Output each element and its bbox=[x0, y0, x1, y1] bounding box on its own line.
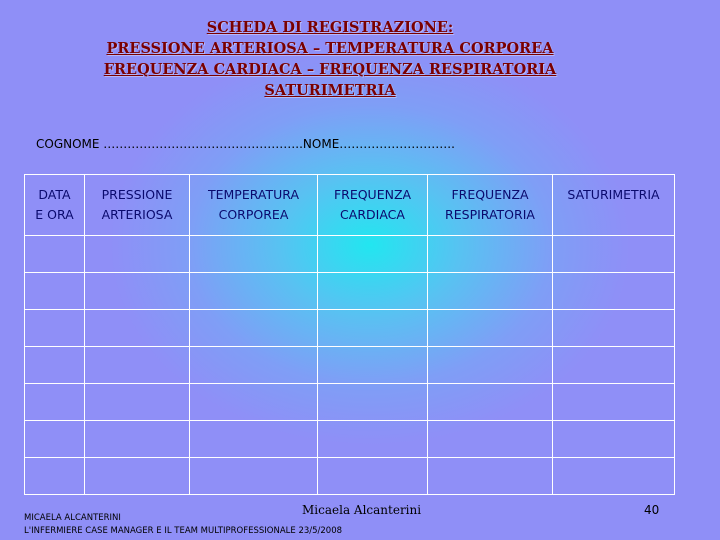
name-fields-line: COGNOME …………………………………………..NOME……………………….. bbox=[36, 137, 455, 151]
table-cell[interactable] bbox=[428, 384, 553, 421]
header-temperatura: TEMPERATURA CORPOREA bbox=[190, 175, 318, 236]
header-saturimetria: SATURIMETRIA bbox=[553, 175, 675, 236]
title-line-4: SATURIMETRIA bbox=[264, 82, 396, 99]
table-row bbox=[25, 310, 675, 347]
footer-center-author: Micaela Alcanterini bbox=[302, 503, 422, 517]
table-header-row bbox=[25, 175, 675, 236]
table-cell[interactable] bbox=[85, 273, 190, 310]
table-cell[interactable] bbox=[190, 310, 318, 347]
footer-author: MICAELA ALCANTERINI bbox=[24, 513, 121, 523]
table-cell[interactable] bbox=[190, 421, 318, 458]
table-cell[interactable] bbox=[190, 384, 318, 421]
page-title bbox=[0, 17, 660, 101]
table-cell[interactable] bbox=[553, 458, 675, 495]
table-cell[interactable] bbox=[318, 236, 428, 273]
table-cell[interactable] bbox=[190, 236, 318, 273]
table-cell[interactable] bbox=[85, 458, 190, 495]
footer-course: L'INFERMIERE CASE MANAGER E IL TEAM MULTIPROFESSIONALE 23/5/2008 bbox=[24, 526, 343, 536]
registration-table bbox=[24, 174, 675, 495]
header-frequenza-cardiaca: FREQUENZA CARDIACA bbox=[318, 175, 428, 236]
table-cell[interactable] bbox=[318, 384, 428, 421]
table-cell[interactable] bbox=[25, 458, 85, 495]
table-cell[interactable] bbox=[318, 310, 428, 347]
table-cell[interactable] bbox=[553, 310, 675, 347]
table-cell[interactable] bbox=[553, 273, 675, 310]
table-cell[interactable] bbox=[85, 310, 190, 347]
table-cell[interactable] bbox=[318, 347, 428, 384]
table-cell[interactable] bbox=[553, 421, 675, 458]
table-cell[interactable] bbox=[190, 347, 318, 384]
table-row bbox=[25, 458, 675, 495]
header-data-ora: DATA E ORA bbox=[25, 175, 85, 236]
table-row bbox=[25, 384, 675, 421]
table-cell[interactable] bbox=[25, 347, 85, 384]
table-cell[interactable] bbox=[428, 273, 553, 310]
table-cell[interactable] bbox=[553, 236, 675, 273]
table-cell[interactable] bbox=[318, 273, 428, 310]
table-cell[interactable] bbox=[553, 384, 675, 421]
table-cell[interactable] bbox=[85, 421, 190, 458]
table-cell[interactable] bbox=[428, 310, 553, 347]
table-row bbox=[25, 347, 675, 384]
header-pressione: PRESSIONE ARTERIOSA bbox=[85, 175, 190, 236]
table-row bbox=[25, 421, 675, 458]
title-line-1: SCHEDA DI REGISTRAZIONE: bbox=[206, 19, 454, 36]
table-cell[interactable] bbox=[25, 273, 85, 310]
table-cell[interactable] bbox=[318, 458, 428, 495]
table-cell[interactable] bbox=[318, 421, 428, 458]
table-cell[interactable] bbox=[428, 236, 553, 273]
table-cell[interactable] bbox=[85, 347, 190, 384]
title-line-2: PRESSIONE ARTERIOSA – TEMPERATURA CORPOREA bbox=[106, 40, 554, 57]
table-row bbox=[25, 236, 675, 273]
table-cell[interactable] bbox=[553, 347, 675, 384]
header-frequenza-respiratoria: FREQUENZA RESPIRATORIA bbox=[428, 175, 553, 236]
title-line-3: FREQUENZA CARDIACA – FREQUENZA RESPIRATORIA bbox=[103, 61, 557, 78]
table-cell[interactable] bbox=[85, 236, 190, 273]
table-cell[interactable] bbox=[25, 236, 85, 273]
table-cell[interactable] bbox=[25, 310, 85, 347]
table-cell[interactable] bbox=[85, 384, 190, 421]
table-cell[interactable] bbox=[25, 384, 85, 421]
table-cell[interactable] bbox=[428, 347, 553, 384]
footer-credits bbox=[24, 512, 342, 538]
table-cell[interactable] bbox=[190, 458, 318, 495]
page-number: 40 bbox=[644, 503, 660, 517]
table-row bbox=[25, 273, 675, 310]
table-cell[interactable] bbox=[428, 458, 553, 495]
table-cell[interactable] bbox=[428, 421, 553, 458]
table-cell[interactable] bbox=[25, 421, 85, 458]
table-cell[interactable] bbox=[190, 273, 318, 310]
